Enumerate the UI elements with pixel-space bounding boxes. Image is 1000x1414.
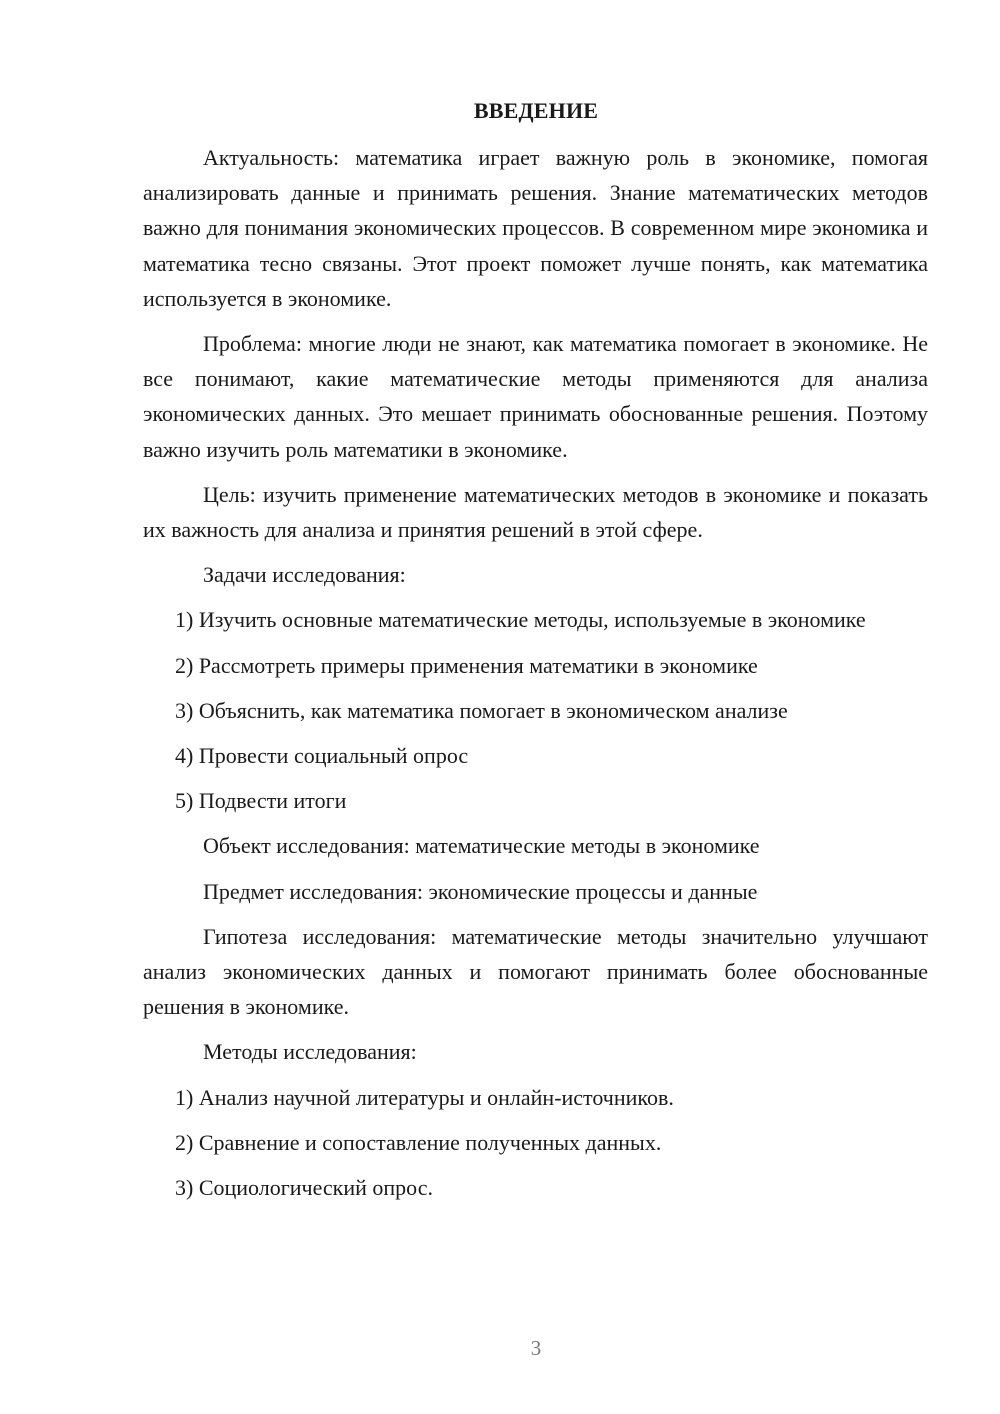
methods-list [143,1080,928,1206]
list-item: 5) Подвести итоги [175,788,347,814]
list-item: 1) Анализ научной литературы и онлайн-источников. [175,1084,674,1110]
object-paragraph: Объект исследования: математические методы в экономике [203,833,760,859]
tasks-heading: Задачи исследования: [203,562,406,588]
hypothesis-paragraph: Гипотеза исследования: математические методы значительно улучшают анализ экономических данных и помогают принимать более обоснованные решения в экономике. [143,923,928,1020]
list-item: 2) Сравнение и сопоставление полученных данных. [175,1129,662,1155]
list-item: 3) Объяснить, как математика помогает в экономическом анализе [175,697,788,723]
problem-paragraph: Проблема: многие люди не знают, как математика помогает в экономике. Не все понимают, какие математические методы применяются для анализа экономических данных. Это мешает принимать обоснованные решения. Поэтому важно изучить роль математики в экономике. [143,331,928,462]
document-body [143,140,928,1215]
tasks-list [143,602,928,818]
subject-paragraph: Предмет исследования: экономические процессы и данные [203,878,758,904]
page-title: ВВЕДЕНИЕ [473,98,599,123]
methods-heading: Методы исследования: [203,1039,417,1065]
page-number: 3 [530,1336,542,1360]
list-item: 4) Провести социальный опрос [175,743,469,769]
list-item: 2) Рассмотреть примеры применения математики в экономике [175,652,758,678]
goal-paragraph: Цель: изучить применение математических методов в экономике и показать их важность для анализа и принятия решений в этой сфере. [143,481,928,543]
relevance-paragraph: Актуальность: математика играет важную роль в экономике, помогая анализировать данные и принимать решения. Знание математических методов важно для понимания экономических процессов. В современном мире экономика и математика тесно связаны. Этот проект поможет лучше понять, как математика используется в экономике. [143,145,928,311]
list-item: 3) Социологический опрос. [175,1175,433,1201]
list-item: 1) Изучить основные математические методы, используемые в экономике [175,607,866,633]
